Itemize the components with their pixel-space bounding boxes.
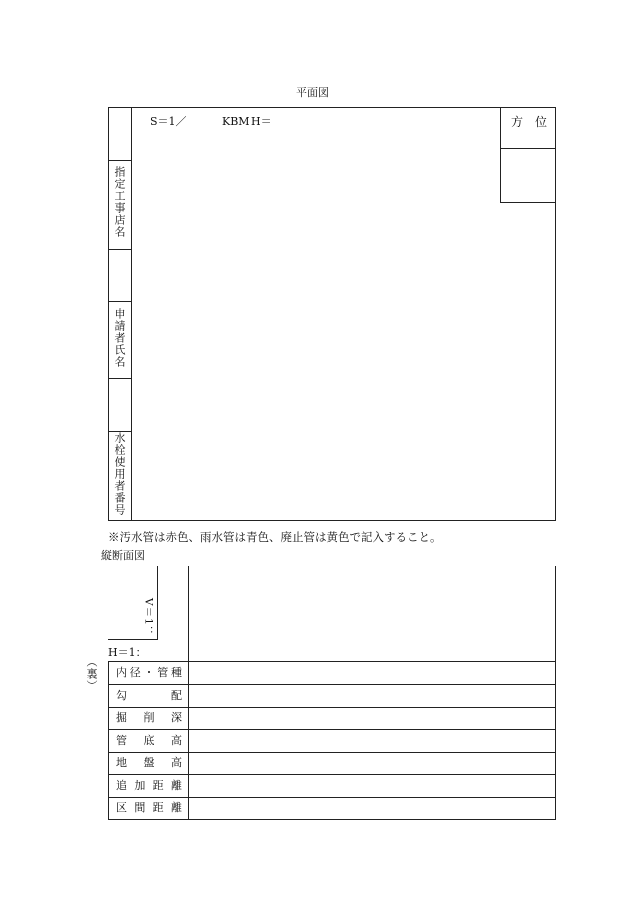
row-label-pipe-bottom-height: 管 底 高 <box>116 734 182 747</box>
plan-side-sep-3 <box>108 301 132 302</box>
profile-row-sep-4 <box>108 752 556 753</box>
plan-side-divider <box>131 107 132 521</box>
h-scale-label: H＝1： <box>108 646 147 659</box>
profile-row-sep-5 <box>108 774 556 775</box>
plan-scale-label: S＝1／ <box>150 115 187 128</box>
plan-side-sep-4 <box>108 378 132 379</box>
direction-label: 方 位 <box>511 115 548 129</box>
faucet-user-number-label: 水栓使用者番号 <box>113 432 126 516</box>
row-label-ground-height: 地 盤 高 <box>116 756 182 769</box>
row-label-gradient: 勾 配 <box>116 689 182 702</box>
profile-title: 縦断面図 <box>101 549 145 562</box>
row-label-section-distance: 区 間 距 離 <box>116 801 182 814</box>
pipe-color-note: ※汚水管は赤色、雨水管は青色、廃止管は黄色で記入すること。 <box>108 530 442 544</box>
v-scale-box-right <box>157 566 158 640</box>
v-scale-label: V＝1： <box>142 598 155 638</box>
profile-row-sep-1 <box>108 684 556 685</box>
kbm-height-label: H＝ <box>251 115 272 128</box>
row-label-cumulative-distance: 追 加 距 離 <box>116 779 182 792</box>
v-scale-box-bottom <box>108 639 158 640</box>
applicant-name-label: 申請者氏名 <box>113 308 126 368</box>
direction-box-bottom <box>500 202 556 203</box>
row-label-inner-diameter-pipe-type: 内 径 ・ 管 種 <box>116 666 182 679</box>
plan-side-sep-1 <box>108 160 132 161</box>
row-label-excavation-depth: 掘 削 深 <box>116 711 182 724</box>
profile-row-sep-3 <box>108 729 556 730</box>
plan-side-sep-2 <box>108 249 132 250</box>
profile-row-sep-6 <box>108 797 556 798</box>
plan-frame <box>108 107 556 521</box>
profile-row-sep-2 <box>108 707 556 708</box>
direction-box-mid <box>500 148 556 149</box>
back-mark: （裏） <box>85 656 98 692</box>
kbm-label: KBM <box>222 115 250 128</box>
direction-box-left <box>500 107 501 202</box>
contractor-name-label: 指定工事店名 <box>113 166 126 238</box>
plan-title: 平面図 <box>296 86 329 99</box>
